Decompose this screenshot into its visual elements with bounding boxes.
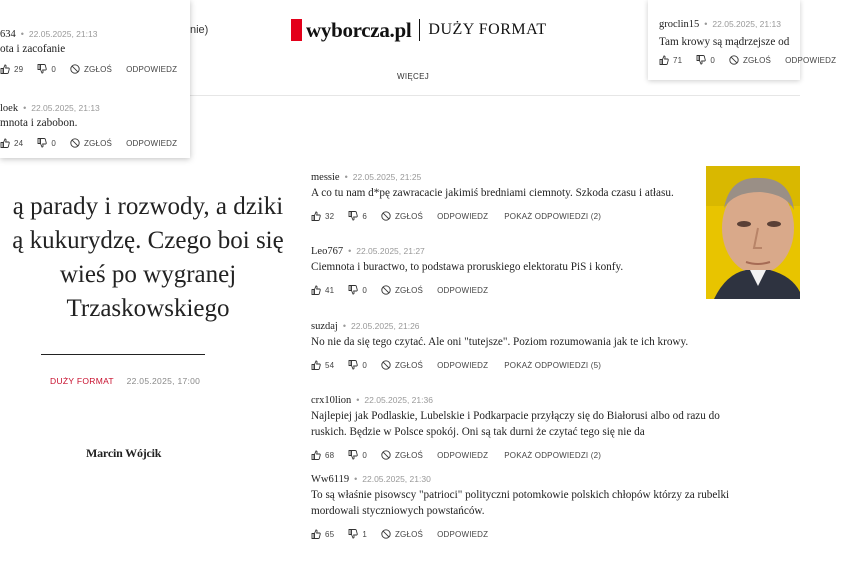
like-button[interactable] — [0, 64, 23, 74]
comment-header: Leo767 • 22.05.2025, 21:27 — [311, 246, 425, 257]
report-button[interactable]: ZGŁOŚ — [70, 138, 112, 148]
like-count: 41 — [325, 285, 335, 295]
like-button[interactable] — [659, 55, 682, 65]
comment-text: A co tu nam d*pę zawracacie jakimiś bredniami ciemnoty. Szkoda czasu i atłasu. — [311, 187, 674, 199]
dislike-button[interactable] — [696, 55, 715, 65]
floating-comments-right: groclin15 • 22.05.2025, 21:13 Tam krowy są mądrzejsze od 71 0 ZGŁOŚ ODPOWIEDZ — [648, 0, 800, 80]
report-icon — [70, 64, 80, 74]
show-replies-button[interactable]: POKAŻ ODPOWIEDZI (5) — [504, 360, 602, 370]
reply-button[interactable]: ODPOWIEDZ — [785, 55, 837, 65]
like-count: 65 — [325, 529, 335, 539]
comment-date: 22.05.2025, 21:25 — [352, 172, 422, 182]
comment-author[interactable]: groclin15 — [659, 19, 700, 30]
thumbs-down-icon — [37, 138, 47, 148]
thumbs-down-icon — [37, 64, 47, 74]
reply-button[interactable]: ODPOWIEDZ — [126, 64, 178, 74]
report-button[interactable]: ZGŁOŚ — [381, 211, 423, 221]
comment-actions — [311, 529, 504, 539]
comment-date: 22.05.2025, 21:36 — [364, 395, 433, 405]
dislike-button[interactable] — [348, 360, 367, 370]
like-count: 71 — [673, 55, 683, 65]
comment-author[interactable]: Leo767 — [311, 246, 344, 257]
comment-text: No nie da się tego czytać. Ale oni "tutejsze". Poziom rozumowania jak te ich krowy. — [311, 336, 689, 348]
dislike-count: 0 — [362, 360, 367, 370]
thumbs-up-icon — [0, 138, 10, 148]
comment-date: 22.05.2025, 21:27 — [356, 246, 425, 256]
comment-author[interactable]: Ww6119 — [311, 474, 350, 485]
thumbs-up-icon — [659, 55, 669, 65]
article-date: 22.05.2025, 17:00 — [126, 376, 201, 386]
thumbs-down-icon — [348, 450, 358, 460]
article-author[interactable]: Marcin Wójcik — [86, 446, 162, 460]
report-icon — [729, 55, 739, 65]
nav-more-link[interactable]: WIĘCEJ — [397, 72, 430, 81]
comment-header: messie • 22.05.2025, 21:25 — [311, 172, 422, 183]
report-icon — [381, 529, 391, 539]
report-button[interactable]: ZGŁOŚ — [70, 64, 112, 74]
thumbs-down-icon — [348, 285, 358, 295]
thumbs-up-icon — [311, 211, 321, 221]
report-button[interactable]: ZGŁOŚ — [381, 285, 423, 295]
thumbs-up-icon — [311, 285, 321, 295]
thumbs-up-icon — [311, 450, 321, 460]
like-button[interactable] — [311, 529, 334, 539]
comment-header: crx10lion • 22.05.2025, 21:36 — [311, 395, 433, 406]
section-logo: DUŻY FORMAT — [428, 21, 547, 38]
reply-button[interactable]: ODPOWIEDZ — [437, 285, 489, 295]
report-button[interactable]: ZGŁOŚ — [381, 450, 423, 460]
dislike-button[interactable] — [348, 285, 367, 295]
like-button[interactable] — [311, 211, 334, 221]
like-button[interactable] — [311, 285, 334, 295]
article-section-link[interactable]: DUŻY FORMAT — [50, 376, 114, 386]
partial-header-text: nie) — [190, 24, 209, 36]
dislike-count: 0 — [710, 55, 715, 65]
author-photo — [706, 166, 800, 299]
like-button[interactable] — [0, 138, 23, 148]
dislike-button[interactable] — [37, 138, 56, 148]
portrait-image — [706, 166, 800, 299]
comment-author[interactable]: messie — [311, 172, 340, 183]
thumbs-up-icon — [311, 529, 321, 539]
title-line: ą kukurydzę. Czego boi się — [12, 227, 284, 254]
report-icon — [381, 211, 391, 221]
thumbs-down-icon — [348, 211, 358, 221]
dislike-count: 0 — [362, 285, 367, 295]
title-line: Trzaskowskiego — [66, 295, 230, 322]
title-line: wieś po wygranej — [59, 261, 237, 288]
reply-button[interactable]: ODPOWIEDZ — [437, 211, 489, 221]
report-button[interactable]: ZGŁOŚ — [381, 529, 423, 539]
comment-date: 22.05.2025, 21:13 — [31, 103, 100, 113]
comment-text: ruskich. Będzie w Polsce spokój. Oni są tak durni że czytać tego się nie da — [311, 426, 645, 438]
report-button[interactable]: ZGŁOŚ — [381, 360, 423, 370]
report-icon — [381, 450, 391, 460]
like-count: 32 — [325, 211, 335, 221]
report-button[interactable]: ZGŁOŚ — [729, 55, 771, 65]
comment-header: loek • 22.05.2025, 21:13 — [0, 103, 100, 114]
dislike-count: 1 — [362, 529, 367, 539]
comment-author[interactable]: suzdaj — [311, 321, 338, 332]
comment-text: mordowali styczniowych powstańców. — [311, 505, 485, 517]
dislike-button[interactable] — [37, 64, 56, 74]
show-replies-button[interactable]: POKAŻ ODPOWIEDZI (2) — [504, 211, 602, 221]
comment-actions — [311, 450, 615, 460]
comment-text: Tam krowy są mądrzejsze od — [659, 36, 790, 48]
comment-actions — [311, 285, 504, 295]
like-count: 68 — [325, 450, 335, 460]
comment-text: Ciemnota i buractwo, to podstawa proruskiego elektoratu PiS i konfy. — [311, 261, 624, 273]
dislike-count: 0 — [51, 138, 56, 148]
comment-author[interactable]: 634 — [0, 29, 16, 40]
dislike-button[interactable] — [348, 450, 367, 460]
dislike-button[interactable] — [348, 211, 367, 221]
report-icon — [381, 285, 391, 295]
thumbs-up-icon — [0, 64, 10, 74]
dislike-count: 0 — [51, 64, 56, 74]
comment-text: To są właśnie pisowscy "patrioci" polityczni potomkowie polskich chłopów którzy za rubelki — [311, 489, 730, 501]
reply-button[interactable]: ODPOWIEDZ — [437, 360, 489, 370]
comment-date: 22.05.2025, 21:13 — [28, 29, 98, 39]
comment-actions — [311, 360, 615, 370]
comment-header: suzdaj • 22.05.2025, 21:26 — [311, 321, 420, 332]
thumbs-down-icon — [348, 360, 358, 370]
show-replies-button[interactable]: POKAŻ ODPOWIEDZI (2) — [504, 450, 602, 460]
dislike-count: 6 — [362, 211, 367, 221]
like-count: 24 — [14, 138, 24, 148]
comment-header: Ww6119 • 22.05.2025, 21:30 — [311, 474, 431, 485]
reply-button[interactable]: ODPOWIEDZ — [437, 529, 489, 539]
thumbs-down-icon — [696, 55, 706, 65]
reply-button[interactable]: ODPOWIEDZ — [437, 450, 489, 460]
comment-text: Najlepiej jak Podlaskie, Lubelskie i Podkarpacie przyłączy się do Białorusi albo od razu do — [311, 410, 720, 422]
comment-date: 22.05.2025, 21:30 — [362, 474, 431, 484]
thumbs-up-icon — [311, 360, 321, 370]
comment-actions — [0, 64, 191, 74]
reply-button[interactable]: ODPOWIEDZ — [126, 138, 178, 148]
thumbs-down-icon — [348, 529, 358, 539]
title-line: ą parady i rozwody, a dziki — [12, 193, 284, 220]
report-icon — [70, 138, 80, 148]
like-count: 54 — [325, 360, 335, 370]
comment-author[interactable]: loek — [0, 103, 19, 114]
comment-author[interactable]: crx10lion — [311, 395, 352, 406]
comment-date: 22.05.2025, 21:13 — [712, 19, 781, 29]
comment-actions — [0, 138, 191, 148]
dislike-button[interactable] — [348, 529, 367, 539]
floating-comments-left — [0, 0, 190, 158]
like-button[interactable] — [311, 360, 334, 370]
logo-text: wyborcza.pl — [306, 18, 412, 42]
comment-date: 22.05.2025, 21:26 — [350, 321, 420, 331]
like-count: 29 — [14, 64, 24, 74]
comment-actions — [311, 211, 615, 221]
like-button[interactable] — [311, 450, 334, 460]
comment-text: mnota i zabobon. — [0, 117, 78, 129]
comment-text: ota i zacofanie — [0, 43, 66, 55]
comment-header: 634 • 22.05.2025, 21:13 — [0, 29, 98, 40]
dislike-count: 0 — [362, 450, 367, 460]
report-icon — [381, 360, 391, 370]
